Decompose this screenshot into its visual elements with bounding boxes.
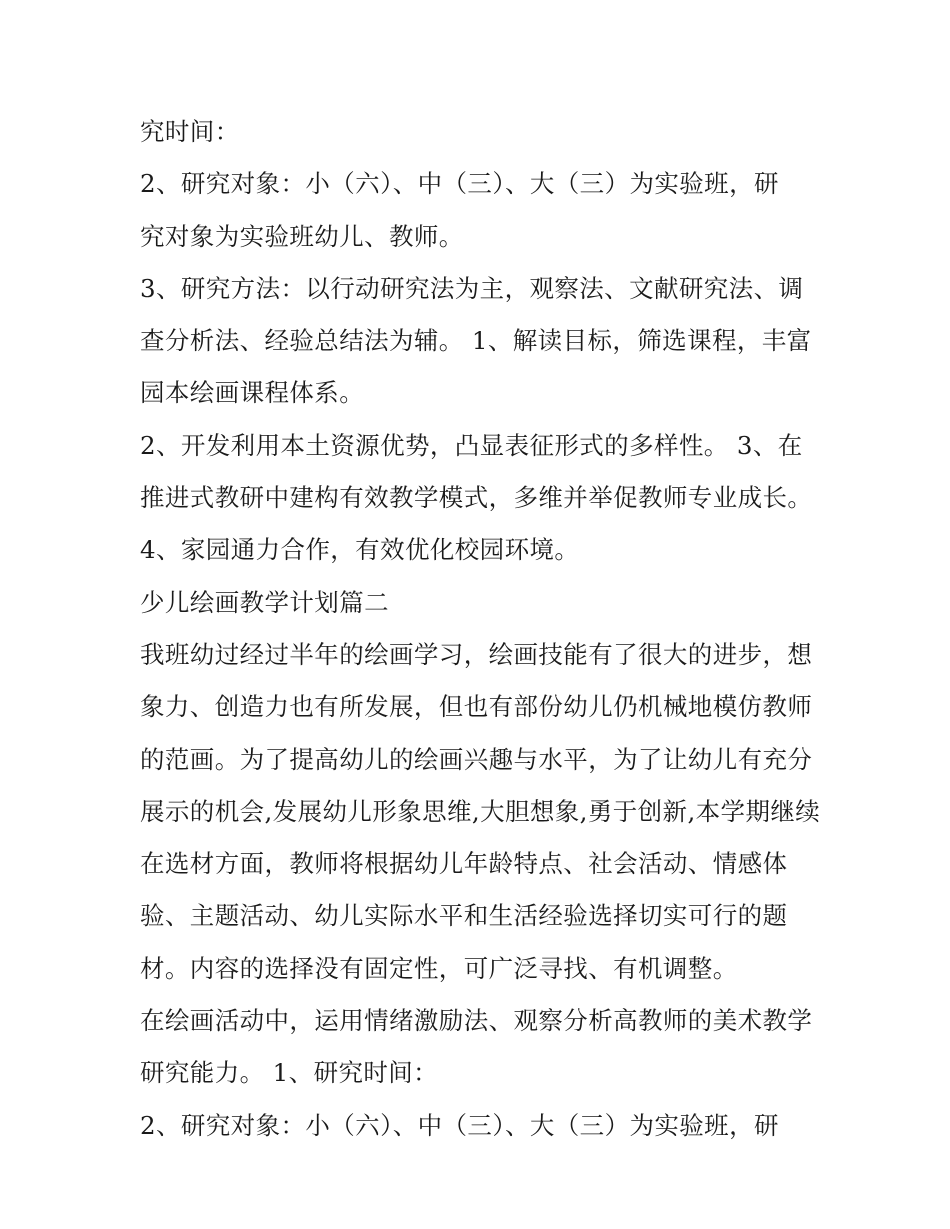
- text-line: 在绘画活动中，运用情绪激励法、观察分析高教师的美术教学: [140, 1006, 813, 1036]
- text-line: 象力、创造力也有所发展，但也有部份幼儿仍机械地模仿教师: [140, 692, 813, 722]
- text-line: 验、主题活动、幼儿实际水平和生活经验选择切实可行的题: [140, 901, 788, 931]
- text-line: 2、研究对象：小（六）、中（三）、大（三）为实验班，研: [140, 169, 779, 199]
- text-line: 研究能力。 1、研究时间：: [140, 1058, 439, 1088]
- text-line: 我班幼过经过半年的绘画学习，绘画技能有了很大的进步，想: [140, 639, 813, 669]
- text-line: 3、研究方法：以行动研究法为主，观察法、文献研究法、调: [140, 273, 804, 303]
- text-line: 4、家园通力合作，有效优化校园环境。: [140, 535, 580, 565]
- section-heading: 少儿绘画教学计划篇二: [140, 587, 389, 617]
- text-line: 2、开发利用本土资源优势，凸显表征形式的多样性。 3、在: [140, 430, 803, 460]
- text-line: 园本绘画课程体系。: [140, 378, 365, 408]
- text-line: 究对象为实验班幼儿、教师。: [140, 221, 464, 251]
- document-body: [140, 106, 830, 1152]
- text-line: 究时间：: [140, 117, 240, 146]
- text-line: 查分析法、经验总结法为辅。 1、解读目标，筛选课程，丰富: [140, 326, 812, 356]
- text-line: 材。内容的选择没有固定性，可广泛寻找、有机调整。: [140, 953, 738, 983]
- text-line: 在选材方面，教师将根据幼儿年龄特点、社会活动、情感体: [140, 849, 788, 879]
- text-line: 展示的机会,发展幼儿形象思维,大胆想象,勇于创新,本学期继续: [140, 796, 821, 826]
- text-line: 2、研究对象：小（六）、中（三）、大（三）为实验班，研: [140, 1110, 779, 1140]
- text-line: 的范画。为了提高幼儿的绘画兴趣与水平，为了让幼儿有充分: [140, 744, 813, 774]
- text-line: 推进式教研中建构有效教学模式，多维并举促教师专业成长。: [140, 483, 813, 513]
